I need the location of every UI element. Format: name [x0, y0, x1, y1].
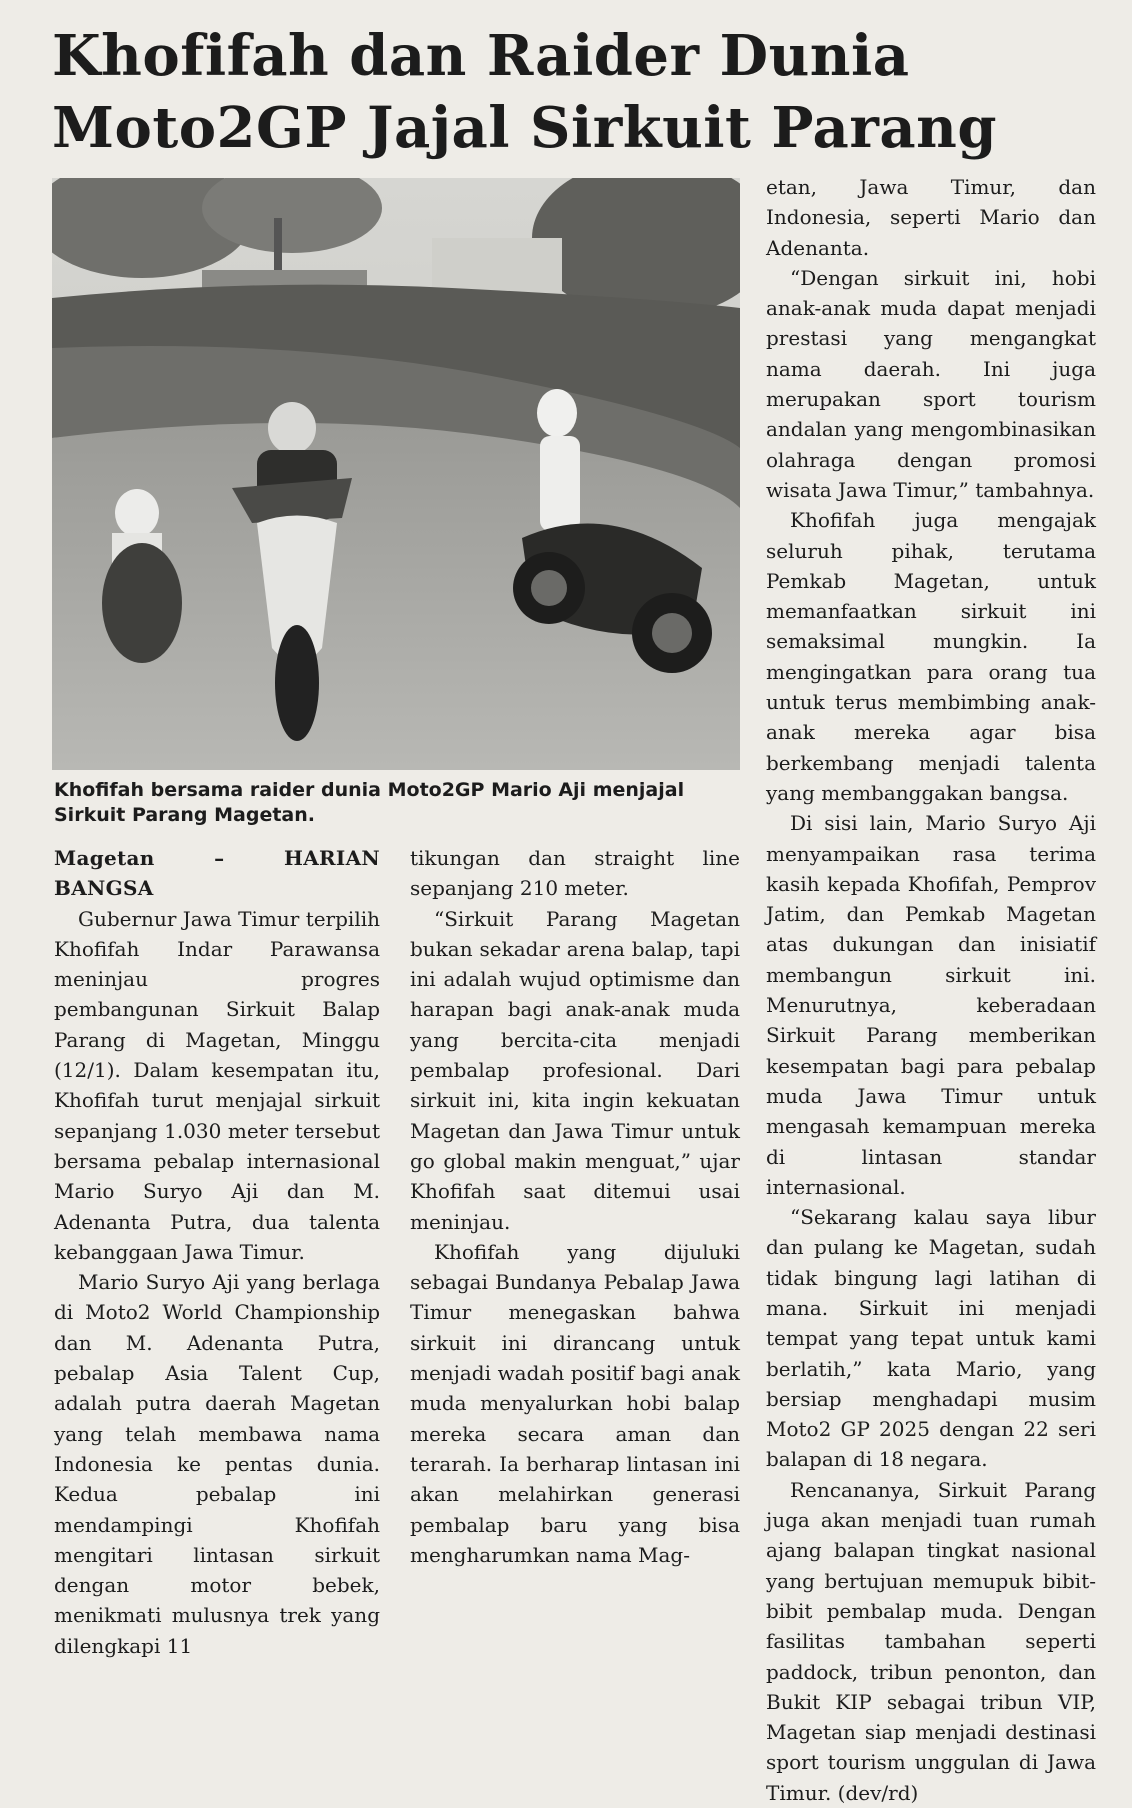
paragraph-continued: etan, Jawa Timur, dan Indonesia, seperti Mario dan Adenanta.: [766, 175, 1096, 260]
paragraph: Di sisi lain, Mario Suryo Aji menyampaikan rasa terima kasih kepada Khofifah, Pemprov Jatim, dan Pemkab Magetan atas dukungan dan inisiatif membangun sirkuit ini. Menurutnya, keberadaan Sirkuit Parang memberikan kesempatan bagi para pebalap muda Jawa Timur untuk mengasah kemampuan mereka di lintasan standar internasional.: [766, 811, 1096, 1199]
photo-caption: Khofifah bersama raider dunia Moto2GP Mario Aji menjajal Sirkuit Parang Magetan.: [54, 779, 685, 826]
photo-riders-on-circuit: [52, 178, 740, 770]
paragraph: Mario Suryo Aji yang berlaga di Moto2 World Championship dan M. Adenanta Putra, pebalap Asia Talent Cup, adalah putra daerah Magetan yang telah membawa nama Indonesia ke pentas dunia. Kedua pebalap ini mendampingi Khofifah mengitari lintasan sirkuit dengan motor bebek, menikmati mulusnya trek yang dilengkapi 11: [54, 1270, 380, 1658]
headline: [52, 20, 1112, 164]
paragraph: Rencananya, Sirkuit Parang juga akan menjadi tuan rumah ajang balapan tingkat nasional yang bertujuan memupuk bibit-bibit pembalap muda. Dengan fasilitas tambahan seperti paddock, tribun penonton, dan Bukit KIP sebagai tribun VIP, Magetan siap menjadi destinasi sport tourism unggulan di Jawa Timur. (dev/rd): [766, 1477, 1096, 1805]
paragraph: “Sirkuit Parang Magetan bukan sekadar arena balap, tapi ini adalah wujud optimisme dan harapan bagi anak-anak muda yang bercita-cita menjadi pembalap profesional. Dari sirkuit ini, kita ingin kekuatan Magetan dan Jawa Timur untuk go global makin menguat,” ujar Khofifah saat ditemui usai meninjau.: [410, 906, 740, 1234]
paragraph: Khofifah juga mengajak seluruh pihak, terutama Pemkab Magetan, untuk memanfaatkan sirkuit ini semaksimal mungkin. Ia mengingatkan para orang tua untuk terus membimbing anak-anak mereka agar bisa berkembang menjadi talenta yang membanggakan bangsa.: [766, 508, 1096, 805]
paragraph: Gubernur Jawa Timur terpilih Khofifah Indar Parawansa meninjau progres pembangunan Sirkuit Balap Parang di Magetan, Minggu (12/1). Dalam kesempatan itu, Khofifah turut menjajal sirkuit sepanjang 1.030 meter tersebut bersama pebalap internasional Mario Suryo Aji dan M. Adenanta Putra, dua talenta kebanggaan Jawa Timur.: [54, 906, 380, 1264]
article-column-1: [54, 843, 380, 1661]
paragraph: Khofifah yang dijuluki sebagai Bundanya Pebalap Jawa Timur menegaskan bahwa sirkuit ini dirancang untuk menjadi wadah positif bagi anak muda menyalurkan hobi balap mereka secara aman dan terarah. Ia berharap lintasan ini akan melahirkan generasi pembalap baru yang bisa mengharumkan nama Mag-: [410, 1239, 740, 1567]
paragraph-continued: tikungan dan straight line sepanjang 210 meter.: [410, 846, 740, 901]
headline-line-2: Moto2GP Jajal Sirkuit Parang: [52, 95, 997, 161]
news-photo: [52, 178, 740, 770]
article-column-3: [766, 172, 1096, 1808]
article-column-2: [410, 843, 740, 1570]
headline-line-1: Khofifah dan Raider Dunia: [52, 23, 910, 89]
paragraph: “Dengan sirkuit ini, hobi anak-anak muda dapat menjadi prestasi yang mengangkat nama daerah. Ini juga merupakan sport tourism andalan yang mengombinasikan olahraga dengan promosi wisata Jawa Timur,” tambahnya.: [766, 265, 1096, 502]
dateline: Magetan – HARIAN BANGSA: [54, 846, 380, 901]
paragraph: “Sekarang kalau saya libur dan pulang ke Magetan, sudah tidak bingung lagi latihan di mana. Sirkuit ini menjadi tempat yang tepat untuk kami berlatih,” kata Mario, yang bersiap menghadapi musim Moto2 GP 2025 dengan 22 seri balapan di 18 negara.: [766, 1205, 1096, 1472]
